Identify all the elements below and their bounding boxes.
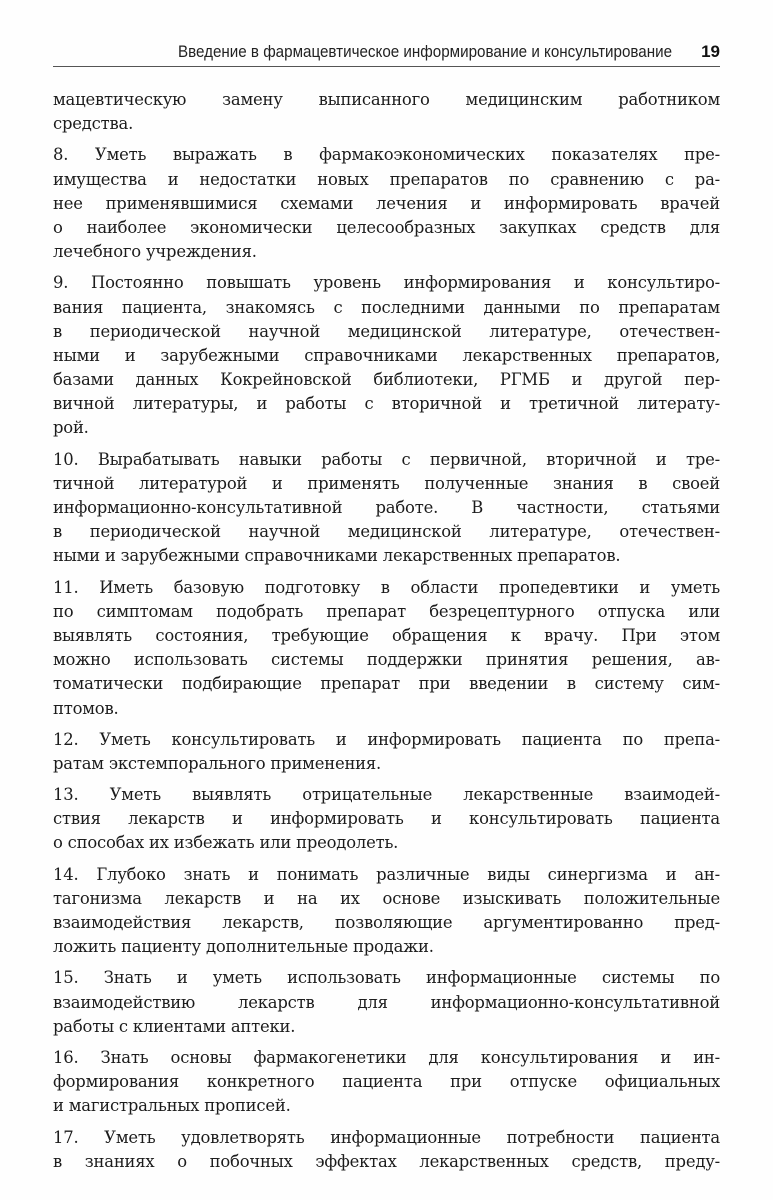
text-line: работы с клиентами аптеки. xyxy=(53,1016,296,1036)
paragraph xyxy=(53,728,720,776)
body-text xyxy=(53,88,720,1181)
text-line: ложить пациенту дополнительные продажи. xyxy=(53,937,434,957)
text-line: 14. Глубоко знать и понимать различные виды синергизма и ан- xyxy=(53,864,720,884)
paragraph xyxy=(53,271,720,440)
paragraph xyxy=(53,1126,720,1174)
text-line: рой. xyxy=(53,418,89,438)
text-line: 12. Уметь консультировать и информировать пациента по препа- xyxy=(53,729,720,749)
text-line: 17. Уметь удовлетворять информационные потребности пациента xyxy=(53,1127,720,1147)
text-line: базами данных Кокрейновской библиотеки, РГМБ и другой пер- xyxy=(53,370,720,390)
running-header xyxy=(53,42,720,67)
text-line: о наиболее экономически целесообразных закупках средств для xyxy=(53,217,720,237)
text-line: 9. Постоянно повышать уровень информирования и консультиро- xyxy=(53,273,720,293)
text-line: нее применявшимися схемами лечения и информировать врачей xyxy=(53,193,720,213)
text-line: ными и зарубежными справочниками лекарственных препаратов. xyxy=(53,546,621,566)
text-line: и магистральных прописей. xyxy=(53,1096,291,1116)
running-title: Введение в фармацевтическое информирование и консультирование xyxy=(177,43,672,61)
text-line: 13. Уметь выявлять отрицательные лекарственные взаимодей- xyxy=(53,785,720,805)
text-line: 10. Вырабатывать навыки работы с первичной, вторичной и тре- xyxy=(53,449,720,469)
text-line: томатически подбирающие препарат при введении в систему сим- xyxy=(53,674,720,694)
text-line: в периодической научной медицинской литературе, отечествен- xyxy=(53,321,720,341)
paragraph xyxy=(53,576,720,721)
text-line: взаимодействию лекарств для информационно-консультативной xyxy=(53,992,720,1012)
text-line: о способах их избежать или преодолеть. xyxy=(53,833,399,853)
text-line: мацевтическую замену выписанного медицинским работником xyxy=(53,90,720,109)
paragraph xyxy=(53,88,720,136)
text-line: выявлять состояния, требующие обращения к врачу. При этом xyxy=(53,625,720,645)
paragraph xyxy=(53,863,720,960)
text-line: лечебного учреждения. xyxy=(53,242,257,262)
text-line: вания пациента, знакомясь с последними данными по препаратам xyxy=(53,297,720,317)
paragraph xyxy=(53,1046,720,1119)
text-line: птомов. xyxy=(53,698,119,718)
text-line: 16. Знать основы фармакогенетики для консультирования и ин- xyxy=(53,1047,720,1067)
paragraph xyxy=(53,143,720,264)
text-line: ратам экстемпорального применения. xyxy=(53,753,382,773)
text-line: 15. Знать и уметь использовать информационные системы по xyxy=(53,968,720,988)
text-line: тагонизма лекарств и на их основе изыскивать положительные xyxy=(53,888,720,908)
text-line: ными и зарубежными справочниками лекарственных препаратов, xyxy=(53,345,720,365)
text-line: 11. Иметь базовую подготовку в области пропедевтики и уметь xyxy=(53,577,720,597)
text-line: ствия лекарств и информировать и консультировать пациента xyxy=(53,809,720,829)
text-line: формирования конкретного пациента при отпуске официальных xyxy=(53,1072,720,1092)
text-line: тичной литературой и применять полученные знания в своей xyxy=(53,473,720,493)
text-line: имущества и недостатки новых препаратов по сравнению с ра- xyxy=(53,169,720,189)
text-line: в знаниях о побочных эффектах лекарственных средств, преду- xyxy=(53,1151,720,1171)
paragraph xyxy=(53,448,720,569)
text-line: вичной литературы, и работы с вторичной и третичной литерату- xyxy=(53,394,720,414)
text-line: взаимодействия лекарств, позволяющие аргументированно пред- xyxy=(53,913,720,932)
paragraph xyxy=(53,783,720,856)
text-line: 8. Уметь выражать в фармакоэкономических показателях пре- xyxy=(53,145,720,165)
text-line: в периодической научной медицинской литературе, отечествен- xyxy=(53,522,720,542)
paragraph xyxy=(53,966,720,1039)
text-line: средства. xyxy=(53,114,134,134)
text-line: по симптомам подобрать препарат безрецептурного отпуска или xyxy=(53,601,720,621)
text-line: можно использовать системы поддержки принятия решения, ав- xyxy=(53,650,720,670)
text-line: информационно-консультативной работе. В частности, статьями xyxy=(53,498,720,517)
page-number: 19 xyxy=(701,42,720,61)
